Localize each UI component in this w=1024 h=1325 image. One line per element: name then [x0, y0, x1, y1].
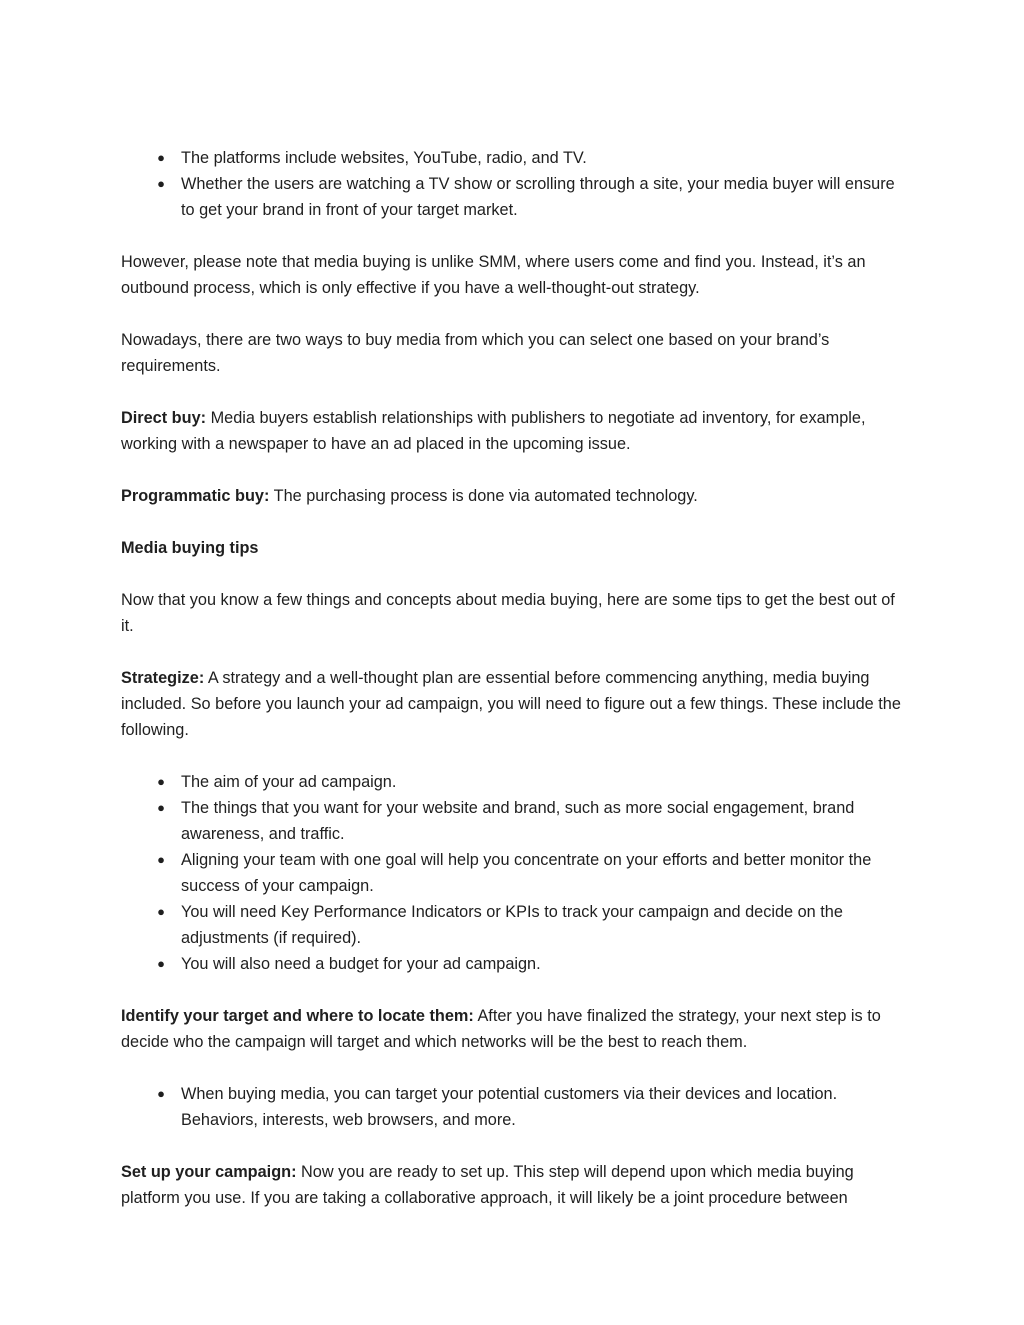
list-item: [121, 847, 911, 899]
direct-buy-text: Media buyers establish relationships with publishers to negotiate ad inventory, for example, working with a newspaper to have an ad placed in the upcoming issue.: [121, 409, 866, 453]
spacer: [121, 509, 911, 535]
list-item: [121, 769, 911, 795]
spacer: [121, 301, 911, 327]
document-page: [121, 145, 911, 1211]
list-item: [121, 951, 911, 977]
list-item-text: The platforms include websites, YouTube, radio, and TV.: [181, 149, 587, 167]
paragraph-programmatic-buy: [121, 483, 911, 509]
spacer: [121, 561, 911, 587]
list-item-text: You will also need a budget for your ad campaign.: [181, 955, 541, 973]
spacer: [121, 977, 911, 1003]
heading-tips: Media buying tips: [121, 539, 259, 557]
bullet-icon: ●: [157, 1086, 165, 1101]
section-heading: [121, 535, 911, 561]
strategy-bullet-list: [121, 769, 911, 977]
platforms-bullet-list: [121, 145, 911, 223]
list-item-text: When buying media, you can target your potential customers via their devices and location. Behaviors, interests, web browsers, and more.: [181, 1085, 838, 1129]
setup-label: Set up your campaign:: [121, 1163, 297, 1181]
targeting-bullet-list: [121, 1081, 911, 1133]
list-item-text: Aligning your team with one goal will help you concentrate on your efforts and better monitor the success of your campaign.: [181, 851, 872, 895]
direct-buy-label: Direct buy:: [121, 409, 207, 427]
spacer: [121, 1055, 911, 1081]
list-item: [121, 145, 911, 171]
paragraph-two-ways: Nowadays, there are two ways to buy media from which you can select one based on your brand’s requirements.: [121, 331, 830, 375]
list-item: [121, 171, 911, 223]
setup-text: Now you are ready to set up. This step will depend upon which media buying platform you use. If you are taking a collaborative approach, it will likely be a joint procedure between: [121, 1163, 854, 1207]
bullet-icon: ●: [157, 176, 165, 191]
bullet-icon: ●: [157, 150, 165, 165]
strategize-text: A strategy and a well-thought plan are essential before commencing anything, media buying included. So before you launch your ad campaign, you will need to figure out a few things. These include the following.: [121, 669, 901, 739]
spacer: [121, 223, 911, 249]
list-item: [121, 899, 911, 951]
paragraph-strategize: [121, 665, 911, 743]
bullet-icon: ●: [157, 956, 165, 971]
programmatic-buy-text: The purchasing process is done via automated technology.: [269, 487, 698, 505]
list-item-text: The aim of your ad campaign.: [181, 773, 397, 791]
strategize-label: Strategize:: [121, 669, 205, 687]
programmatic-buy-label: Programmatic buy:: [121, 487, 270, 505]
spacer: [121, 639, 911, 665]
list-item-text: The things that you want for your website and brand, such as more social engagement, brand awareness, and traffic.: [181, 799, 855, 843]
paragraph-smm: However, please note that media buying is unlike SMM, where users come and find you. Instead, it’s an outbound process, which is only effective if you have a well-thought-out strategy.: [121, 253, 866, 297]
paragraph-identify: [121, 1003, 911, 1055]
spacer: [121, 379, 911, 405]
list-item-text: You will need Key Performance Indicators or KPIs to track your campaign and decide on the adjustments (if required).: [181, 903, 843, 947]
spacer: [121, 743, 911, 769]
identify-label: Identify your target and where to locate them:: [121, 1007, 474, 1025]
bullet-icon: ●: [157, 852, 165, 867]
spacer: [121, 457, 911, 483]
list-item-text: Whether the users are watching a TV show or scrolling through a site, your media buyer will ensure to get your brand in front of your target market.: [181, 175, 895, 219]
paragraph-setup: [121, 1159, 911, 1211]
list-item: [121, 1081, 911, 1133]
paragraph-tips-intro: Now that you know a few things and concepts about media buying, here are some tips to get the best out of it.: [121, 591, 895, 635]
bullet-icon: ●: [157, 774, 165, 789]
list-item: [121, 795, 911, 847]
bullet-icon: ●: [157, 800, 165, 815]
paragraph-direct-buy: [121, 405, 911, 457]
identify-text: After you have finalized the strategy, your next step is to decide who the campaign will target and which networks will be the best to reach them.: [121, 1007, 881, 1051]
bullet-icon: ●: [157, 904, 165, 919]
spacer: [121, 1133, 911, 1159]
